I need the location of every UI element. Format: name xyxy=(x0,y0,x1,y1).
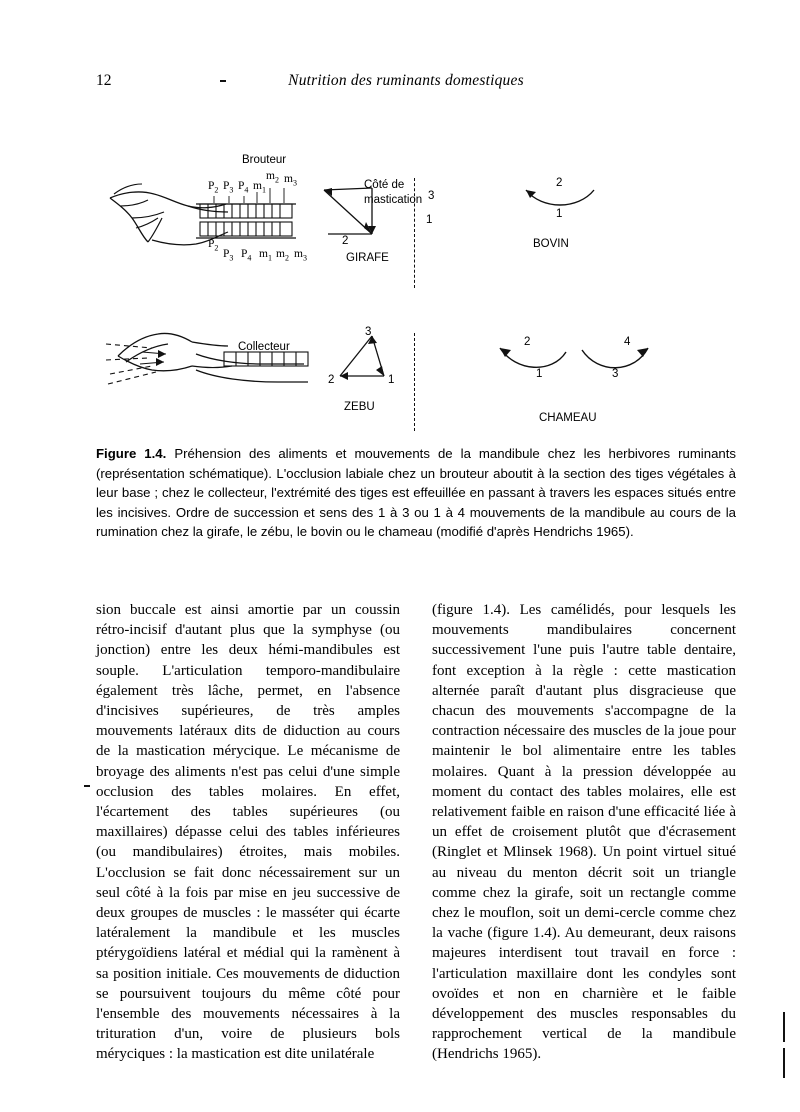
girafe-number-2: 2 xyxy=(342,235,349,247)
label-bovin: BOVIN xyxy=(533,238,569,250)
zebu-number-3: 3 xyxy=(365,326,372,338)
divider-dashed-bottom xyxy=(414,333,415,431)
figure-caption xyxy=(96,444,736,542)
zebu-number-2: 2 xyxy=(328,374,335,386)
girafe-number-3: 3 xyxy=(428,190,435,202)
tooth-label-lower-m2: $m_2$ xyxy=(276,248,289,263)
margin-tick-right-upper xyxy=(783,1012,785,1042)
figure-drawing xyxy=(96,148,736,433)
margin-tick-right-lower xyxy=(783,1048,785,1078)
page-number: 12 xyxy=(96,72,112,89)
figure-caption-label: Figure 1.4. xyxy=(96,446,167,461)
tooth-label-upper-m1: $m_1$ xyxy=(253,180,266,195)
label-cote-mastication-line2: mastication xyxy=(364,194,423,206)
tooth-label-lower-p2: $P_2$ xyxy=(208,238,219,253)
figure-caption-text: Préhension des aliments et mouvements de la mandibule chez les herbivores ruminants (représentation schématique). L'occlusion labiale chez un brouteur aboutit à la section des tiges végétales à leur base ; chez le collecteur, l'extrémité des tiges est effeuillée en passant à travers les espaces situés entre les incisives. Ordre de succession et sens des 1 à 3 ou 1 à 4 mouvements de la mandibule au cours de la rumination chez la girafe, le zébu, le bovin ou le chameau (modifié d'après Hendrichs 1965). xyxy=(96,446,736,540)
zebu-number-1: 1 xyxy=(388,374,395,386)
page-header xyxy=(96,72,716,94)
bovin-number-2: 2 xyxy=(556,177,563,189)
label-cote-mastication-line1: Côté de xyxy=(364,179,405,191)
tooth-label-lower-p4: $P_4$ xyxy=(241,248,252,263)
margin-tick-left xyxy=(84,785,90,787)
tooth-label-upper-m3: $m_3$ xyxy=(284,173,297,188)
tooth-label-lower-p3: $P_3$ xyxy=(223,248,234,263)
label-girafe: GIRAFE xyxy=(346,252,389,264)
label-brouteur: Brouteur xyxy=(242,154,287,166)
tooth-label-lower-m1: $m_1$ xyxy=(259,248,272,263)
bovin-number-1: 1 xyxy=(556,208,563,220)
figure-1-4 xyxy=(96,148,736,433)
chameau-number-1: 1 xyxy=(536,368,543,380)
tooth-label-upper-m2: $m_2$ xyxy=(266,170,279,185)
chameau-number-4: 4 xyxy=(624,336,631,348)
label-zebu: ZEBU xyxy=(344,401,375,413)
tooth-label-upper-p2: $P_2$ xyxy=(208,180,219,195)
chameau-number-3: 3 xyxy=(612,368,619,380)
running-title: Nutrition des ruminants domestiques xyxy=(288,72,524,89)
tooth-label-lower-m3: $m_3$ xyxy=(294,248,307,263)
chameau-number-2: 2 xyxy=(524,336,531,348)
girafe-number-1: 1 xyxy=(426,214,433,226)
body-right-column: (figure 1.4). Les camélidés, pour lesquels les mouvements mandibulaires concernent successivement l'une puis l'autre table dentaire, font exception à la règle : cette mastication alternée paraît d'autant plus disgracieuse que chacun des mouvements s'accompagne de la contraction nécessaire des muscles de la joue pour maintenir le bol alimentaire entre les tables molaires. Quant à la pression développée au moment du contact des tables molaires, elle est relativement faible en raison d'une efficacité liée à un effet de croisement plutôt que d'écrasement (Ringlet et Mlinsek 1968). Un point virtuel situé au niveau du menton décrit soit un triangle comme chez la girafe, soit un rectangle comme chez le mouflon, soit un demi-cercle comme chez la vache (figure 1.4). Au demeurant, deux raisons majeures interdisent tout travail en force : l'articulation maxillaire dont les condyles sont ovoïdes et non en charnière et le faible développement des muscles responsables du rapprochement vertical de la mandibule (Hendrichs 1965). xyxy=(432,602,736,1063)
body-left-column: sion buccale est ainsi amortie par un coussin rétro-incisif d'autant plus que la symphyse (ou jonction) entre les deux hémi-mandibules est souple. L'articulation temporo-mandibulaire également très lâche, permet, en l'absence d'incisives supérieures, de très amples mouvements latéraux dits de diduction au cours de la mastication mérycique. Le mécanisme de broyage des aliments n'est pas celui d'une simple occlusion des tables molaires. En effet, l'écartement des tables supérieures (ou maxillaires) dépasse celui des tables inférieures (ou mandibulaires) étroites, mais mobiles. L'occlusion se fait donc nécessairement sur un seul côté à la fois par mise en jeu successive de deux groupes de muscles : le masséter qui écarte latéralement la mandibule et les muscles ptérygoïdiens latéral et médial qui la ramènent à sa position initiale. Ces mouvements de diduction se poursuivent toujours du même côté pour l'ensemble des mouvements nécessaires à la trituration d'un, voire de plusieurs bols méryciques : la mastication est dite unilatérale xyxy=(96,602,400,1063)
label-collecteur: Collecteur xyxy=(238,341,290,353)
body-columns xyxy=(96,600,736,1063)
label-chameau: CHAMEAU xyxy=(539,412,597,424)
tooth-label-upper-p3: $P_3$ xyxy=(223,180,234,195)
tooth-label-upper-p4: $P_4$ xyxy=(238,180,249,195)
